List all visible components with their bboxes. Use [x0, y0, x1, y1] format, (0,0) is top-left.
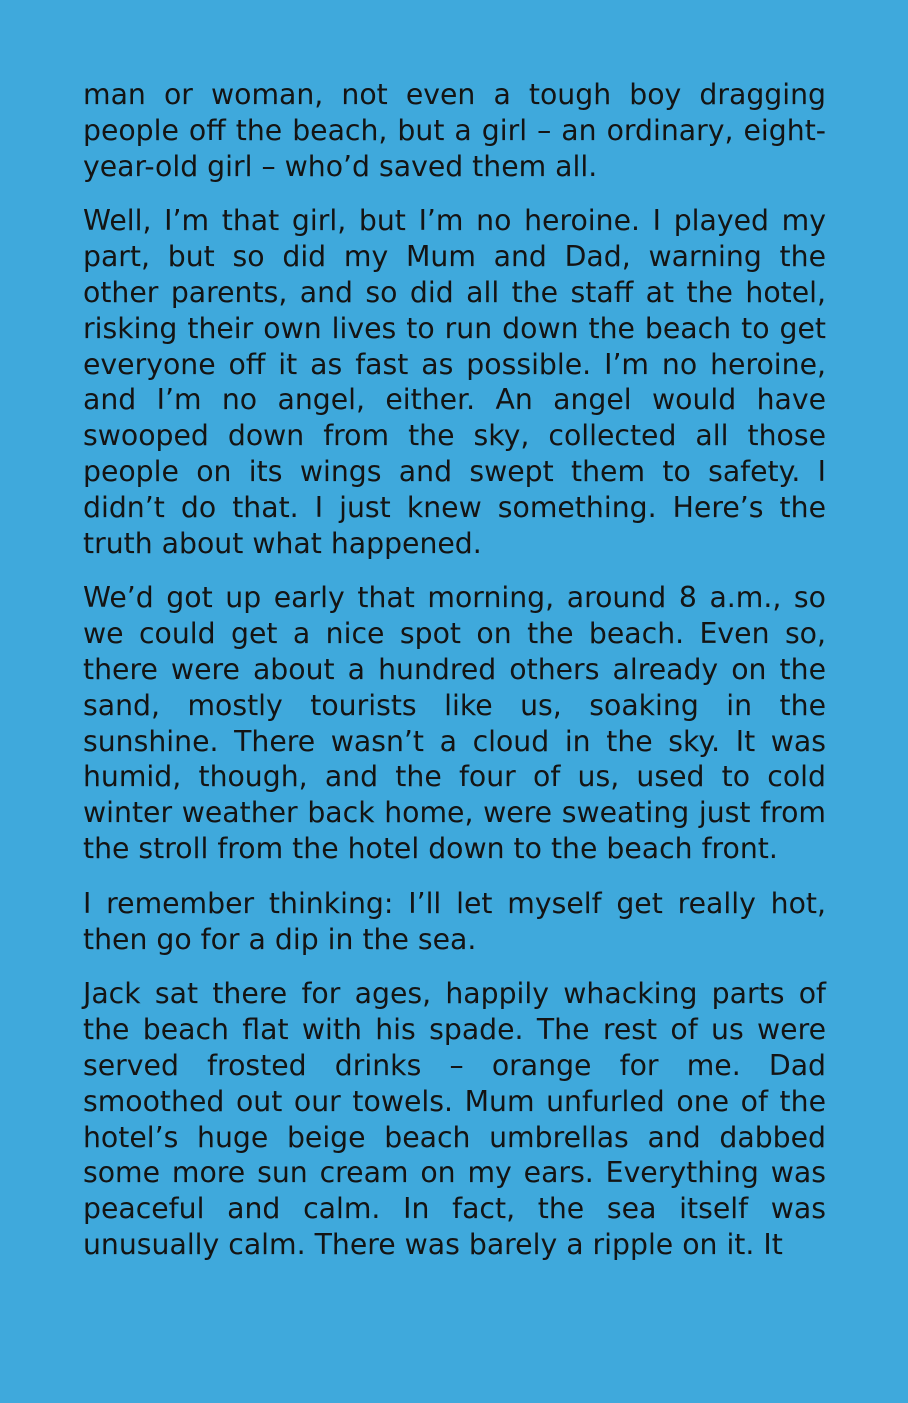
paragraph-2: Well, I’m that girl, but I’m no heroine. I played my part, but so did my Mum and Dad, warning the other parents, and so did all the staff at the hotel, risking their own lives to run down the beach to get everyone off it as fast as possible. I’m no heroine, and I’m no angel, either. An angel would have swooped down from the sky, collected all those people on its wings and swept them to safety. I didn’t do that. I just knew something. Here’s the truth about what happened. — [83, 204, 826, 560]
paragraph-5: Jack sat there for ages, happily whacking parts of the beach flat with his spade. The rest of us were served frosted drinks – orange for me. Dad smoothed out our towels. Mum unfurled one of the hotel’s huge beige beach umbrellas and dabbed some more sun cream on my ears. Everything was peaceful and calm. In fact, the sea itself was unusually calm. There was barely a ripple on it. It — [83, 977, 826, 1261]
paragraph-3: We’d got up early that morning, around 8 a.m., so we could get a nice spot on the beach. Even so, there were about a hundred others already on the sand, mostly tourists like us, soaking in the sunshine. There wasn’t a cloud in the sky. It was humid, though, and the four of us, used to cold winter weather back home, were sweating just from the stroll from the hotel down to the beach front. — [83, 581, 826, 865]
paragraph-4: I remember thinking: I’ll let myself get really hot, then go for a dip in the sea. — [83, 886, 826, 956]
paragraph-1: man or woman, not even a tough boy dragging people off the beach, but a girl – an ordinary, eight-year-old girl – who’d saved them all. — [83, 78, 826, 183]
